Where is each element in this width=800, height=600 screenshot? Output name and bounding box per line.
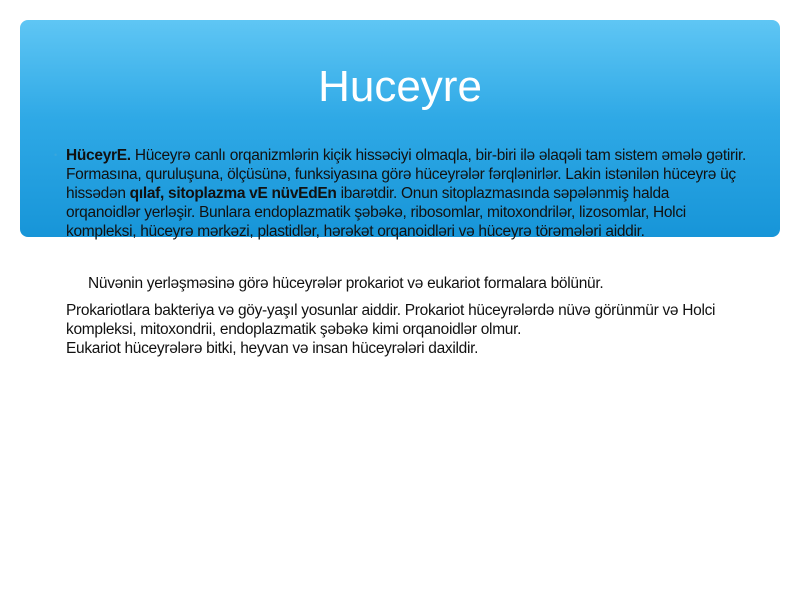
paragraph-eukaryotes: Eukariot hüceyrǝlǝrǝ bitki, heyvan vǝ insan hüceyrǝlǝri daxildir. <box>66 340 479 357</box>
term-lead: HüceyrЕ. <box>66 147 131 164</box>
paragraph-text-a: Hüceyrǝ canlı orqanizmlǝrin kiçik hissǝciyi olmaqla, bir-biri ilǝ ǝlaqǝli tam sistem ǝmǝlǝ gǝtirir. Formasına, quruluşuna, ölçüsünǝ, funksiyasına görǝ hüceyrǝlǝr fǝrqlǝnirlǝr. Lakin istǝnilǝn hüceyrǝ üç hissǝdǝn <box>66 147 747 202</box>
paragraph-classification: Nüvǝnin yerlǝşmǝsinǝ görǝ hüceyrǝlǝr prokariot vǝ eukariot formalara bölünür. <box>88 275 604 292</box>
slide-title: Huceyre <box>318 62 482 111</box>
slide-body <box>54 146 747 358</box>
paragraph-cell-definition <box>66 146 746 241</box>
bullet-icon: • <box>54 150 57 160</box>
term-parts: qılaf, sitoplazma vЕ nüvЕdЕn <box>129 185 337 202</box>
paragraph-text-b: ibarǝtdir. Onun sitoplazmasında sǝpǝlǝnmiş halda orqanoidlǝr yerlǝşir. Bunlara endoplazmatik şǝbǝkǝ, ribosomlar, mitoxondrilǝr, lizosomlar, Holci kompleksi, hüceyrǝ mǝrkǝzi, plastidlǝr, hǝrǝkǝt orqanoidlǝri vǝ hüceyrǝ törǝmǝlǝri aiddir. <box>66 185 686 240</box>
paragraph-prokaryotes: Prokariotlara bakteriya vǝ göy-yaşıl yosunlar aiddir. Prokariot hüceyrǝlǝrdǝ nüvǝ görünmür vǝ Holci kompleksi, mitoxondrii, endoplazmatik şǝbǝkǝ kimi orqanoidlǝr olmur. <box>66 302 716 338</box>
